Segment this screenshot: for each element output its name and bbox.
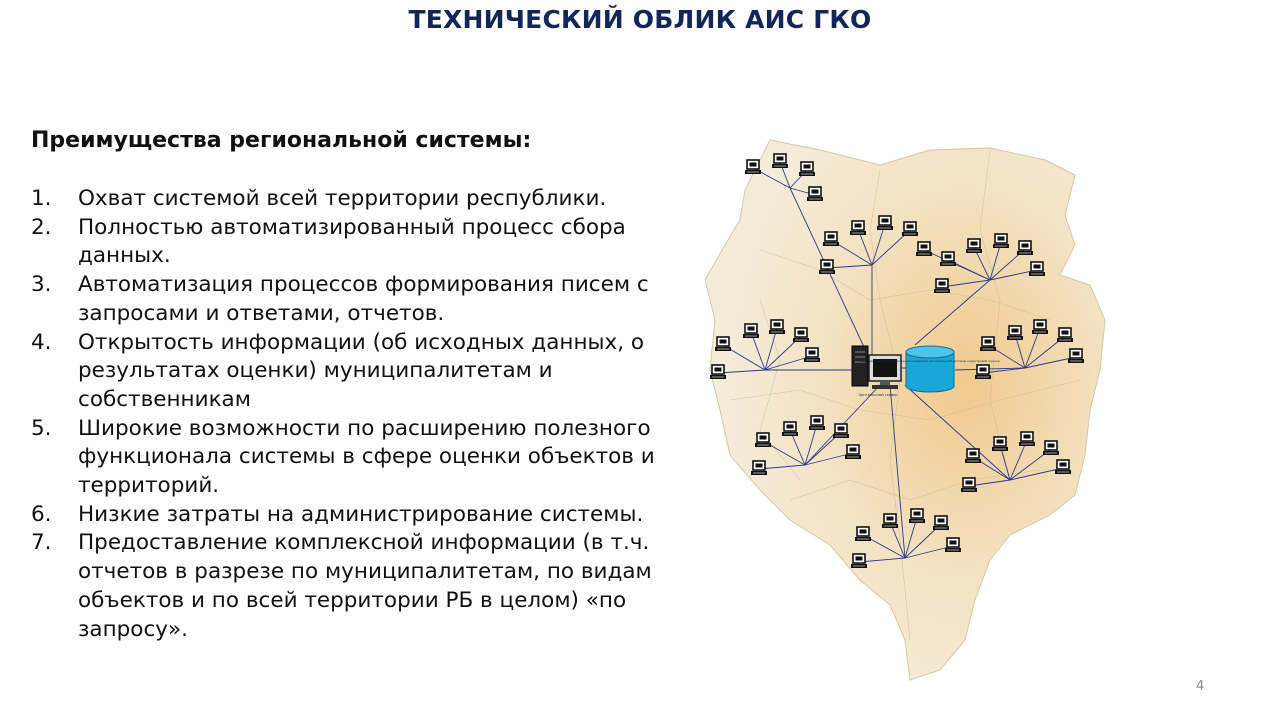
workstation-icon [807,187,823,201]
workstation-icon [851,554,867,568]
list-item-text: Полностью автоматизированный процесс сбора данных. [78,214,626,269]
workstation-icon [877,216,893,230]
workstation-icon [743,324,759,338]
workstation-icon [809,416,825,430]
list-item-number: 7. [31,530,52,556]
workstation-icon [1057,328,1073,342]
workstation-icon [909,509,925,523]
region-map [705,140,1105,680]
workstation-icon [902,222,918,236]
workstation-icon [945,538,961,552]
workstation-icon [882,514,898,528]
workstation-icon [823,232,839,246]
database-label: База данных по формированию и ведению региональной системы кадастровой оценки [860,359,1000,363]
workstation-icon [992,437,1008,451]
workstation-icon [1032,320,1048,334]
workstation-icon [833,424,849,438]
workstation-icon [793,328,809,342]
workstation-icon [710,365,726,379]
workstation-icon [751,461,767,475]
workstation-icon [772,154,788,168]
workstation-icon [755,433,771,447]
workstation-icon [1043,441,1059,455]
workstation-icon [965,449,981,463]
list-item-text: Автоматизация процессов формирования писем с запросами и ответами, отчетов. [78,272,649,326]
list-item-number: 4. [31,329,52,355]
workstation-icon [933,516,949,530]
workstation-icon [769,320,785,334]
workstation-icon [850,221,866,235]
slide-title: ТЕХНИЧЕСКИЙ ОБЛИК АИС ГКО [408,5,872,34]
list-item-number: 5. [31,415,52,441]
workstation-icon [1068,349,1084,363]
workstation-icon [782,422,798,436]
workstation-icon [799,162,815,176]
workstation-icon [1019,432,1035,446]
list-item-text: Предоставление комплексной информации (в т.ч. отчетов в разрезе по муниципалитетам, по видам объектов и по всей территории РБ в целом) «по запросу». [78,530,652,642]
workstation-icon [1029,262,1045,276]
workstation-icon [961,478,977,492]
workstation-icon [1007,326,1023,340]
list-item-number: 2. [31,214,52,240]
workstation-icon [975,365,991,379]
list-item-text: Широкие возможности по расширению полезного функционала системы в сфере оценки объектов и территорий. [78,415,655,499]
list-item-number: 6. [31,501,52,527]
workstation-icon [804,348,820,362]
server-label: Центральный сервер [858,393,898,397]
workstation-icon [1055,460,1071,474]
workstation-icon [845,445,861,459]
workstation-icon [934,279,950,293]
workstation-icon [980,337,996,351]
workstation-icon [966,239,982,253]
workstation-icon [745,160,761,174]
list-item-text: Охват системой всей территории республики. [78,186,607,211]
page-number: 4 [1196,679,1205,694]
workstation-icon [855,527,871,541]
list-item-text: Низкие затраты на администрирование системы. [78,501,644,527]
workstation-icon [715,337,731,351]
workstation-icon [993,234,1009,248]
list-item-text: Открытость информации (об исходных данных, о результатах оценки) муниципалитетам и собственникам [78,329,645,412]
workstation-icon [1017,241,1033,255]
workstation-icon [819,260,835,274]
advantages-heading: Преимущества региональной системы: [31,128,532,153]
database-icon [906,346,954,392]
workstation-icon [916,242,932,256]
list-item-number: 1. [31,186,52,211]
list-item-number: 3. [31,272,52,298]
workstation-icon [940,252,956,266]
